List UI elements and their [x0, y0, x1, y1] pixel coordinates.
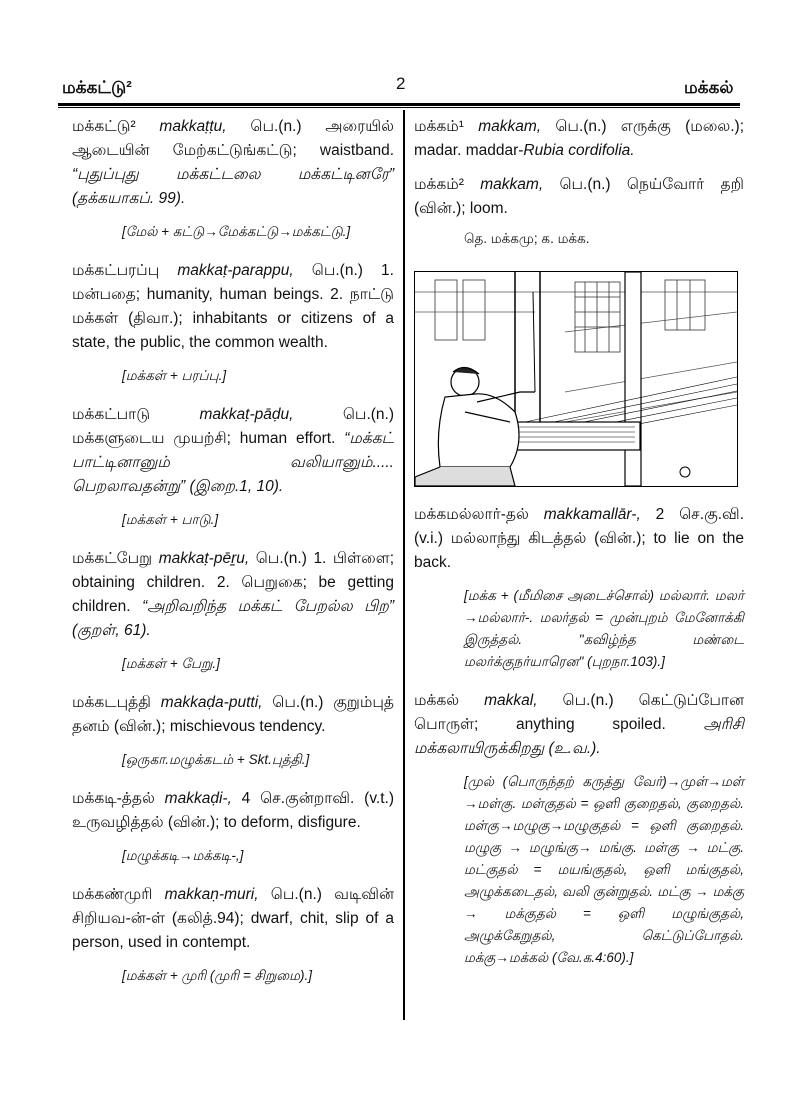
definition: வடிவின் சிறியவ-ன்-ள் (கலித்.94); dwarf, chit, slip of a person, used in contempt. — [72, 886, 394, 951]
citation: அரிசி மக்கலாயிருக்கிறது (உ.வ.). — [414, 716, 744, 757]
transliteration: makkaṭ-parappu, — [177, 262, 294, 279]
entry-makkattu — [72, 115, 394, 211]
entry-makkadaputti — [72, 691, 394, 739]
transliteration: makkam, — [478, 118, 542, 135]
grammar: பெ.(n.) — [555, 118, 607, 135]
transliteration: makkaṭṭu, — [159, 118, 227, 135]
grammar: பெ.(n.) — [270, 886, 322, 903]
headword: மக்கட்பரப்பு — [72, 262, 160, 279]
entry-makkatperu — [72, 547, 394, 643]
entry-makkam-1 — [414, 115, 744, 163]
transliteration: makkam, — [480, 176, 544, 193]
headword: மக்கம்¹ — [414, 118, 464, 135]
headword: மக்கட்டு² — [72, 118, 136, 135]
transliteration: makkaḍa-putti, — [160, 694, 263, 711]
grammar: பெ.(n.) — [562, 692, 614, 709]
running-head-right: மக்கல் — [684, 78, 734, 97]
entry-makkatparappu — [72, 259, 394, 355]
grammar: பெ.(n.) — [250, 118, 302, 135]
grammar: பெ.(n.) — [342, 406, 394, 423]
etymology: [மக்கள் + முரி (முரி = சிறுமை).] — [122, 968, 312, 983]
header-rule-thin — [58, 107, 740, 108]
entry-makkanmuri — [72, 883, 394, 955]
definition: எருக்கு (மலை.); madar. maddar- — [414, 118, 745, 159]
citation: “அறிவறிந்த மக்கட் பேறல்ல பிற” (குறள், 61). — [72, 598, 394, 639]
loom-drawing — [415, 272, 737, 486]
definition: மல்லாந்து கிடத்தல் (வின்.); to lie on the back. — [414, 530, 744, 571]
definition: உருவழித்தல் (வின்.); to deform, disfigure. — [72, 814, 361, 831]
grammar: பெ.(n.) — [255, 550, 307, 567]
definition: நெய்வோர் தறி (வின்.); loom. — [414, 176, 744, 217]
transliteration: makkamallār-, — [543, 506, 641, 523]
entry-makkatpadu — [72, 403, 394, 499]
grammar: பெ.(n.) — [559, 176, 611, 193]
headword: மக்கட்பேறு — [72, 550, 153, 567]
entry-makkadi — [72, 787, 394, 835]
transliteration: makkaḍi-, — [164, 790, 232, 807]
headword: மக்கட்பாடு — [72, 406, 151, 423]
transliteration: makkal, — [484, 692, 538, 709]
headword: மக்கண்முரி — [72, 886, 153, 903]
etymology: [மக்கள் + பேறு.] — [122, 656, 220, 671]
definition: குறும்புத் தனம் (வின்.); mischievous tendency. — [72, 694, 394, 735]
grammar: 4 செ.குன்றாவி. (v.t.) — [241, 790, 394, 807]
etymology: [மக்கள் + பாடு.] — [122, 512, 219, 527]
headword: மக்கடி-த்தல் — [72, 790, 155, 807]
loom-illustration — [414, 271, 738, 487]
transliteration: makkaṭ-pāḍu, — [199, 406, 294, 423]
scientific-name: Rubia cordifolia. — [523, 142, 635, 159]
definition: 1. மன்பதை; humanity, human beings. 2. நாட்டு மக்கள் (திவா.); inhabitants or citizens of a state, the public, the common wealth. — [72, 262, 394, 351]
etymology: [மேல் + கட்டு→மேக்கட்டு→மக்கட்டு.] — [122, 224, 351, 239]
headword: மக்கமல்லார்-தல் — [414, 506, 529, 523]
definition: கெட்டுப்போன பொருள்; anything spoiled. — [414, 692, 744, 733]
transliteration: makkaṭ-pēṟu, — [158, 550, 250, 567]
grammar: பெ.(n.) — [272, 694, 324, 711]
etymology: [மழுக்கடி→மக்கடி-,] — [122, 848, 244, 863]
running-head-left: மக்கட்டு² — [62, 78, 132, 97]
entry-makkamallar — [414, 503, 744, 575]
header-rule — [58, 103, 740, 106]
headword: மக்கடபுத்தி — [72, 694, 151, 711]
cognates: தெ. மக்கமு; க. மக்க. — [464, 231, 590, 246]
page-number: 2 — [396, 74, 406, 93]
grammar: பெ.(n.) — [311, 262, 363, 279]
transliteration: makkaṇ-muri, — [164, 886, 259, 903]
etymology: [மக்கள் + பரப்பு.] — [122, 368, 227, 383]
grammar: 2 செ.கு.வி. (v.i.) — [414, 506, 744, 547]
right-column — [414, 115, 744, 985]
etymology: [முல் (பொருந்தற் கருத்து வேர்)→முள்→மள் →மள்கு. மள்குதல் = ஒளி குறைதல், குறைதல். மள்கு→மழுகு→மழுகுதல் = ஒளி குறைதல். மழுகு → மழுங்கு→ மங்கு. மள்கு → மட்கு. மட்குதல் = மயங்குதல், ஒளி மங்குதல், அழுக்கடைதல், வலி குன்றுதல். மட்கு → மக்கு → மக்குதல் = ஒளி மழுங்குதல், அழுக்கேறுதல், கெட்டுப்போதல். மக்கு→மக்கல் (வே.க.4:60).] — [464, 774, 744, 965]
column-divider — [403, 110, 405, 1020]
definition: 1. பிள்ளை; obtaining children. 2. பெறுகை; be getting children. — [72, 550, 395, 615]
definition: அரையில் ஆடையின் மேற்கட்டுங்கட்டு; waistband. — [72, 118, 394, 159]
headword: மக்கம்² — [414, 176, 464, 193]
entry-makkal — [414, 689, 744, 761]
etymology: [ஒருகா.மழுக்கடம் + Skt.புத்தி.] — [122, 752, 310, 767]
etymology: [மக்க + (மீமிசை அடைச்சொல்) மல்லார். மலர் →மல்லார்-. மலர்தல் = முன்புறம் மேனோக்கி இருத்தல். "கவிழ்ந்த மண்டை மலர்க்குநர்யாரென" (புறநா.103).] — [464, 588, 744, 669]
left-column — [72, 115, 394, 1003]
citation: “புதுப்புது மக்கட்டலை மக்கட்டினரே” (தக்கயாகப். 99). — [72, 166, 394, 207]
citation: “மக்கட் பாட்டினானும் வலியானும்..... பெறலாவதன்று” (இறை.1, 10). — [72, 430, 394, 495]
definition: மக்களுடைய முயற்சி; human effort. — [72, 430, 336, 447]
headword: மக்கல் — [414, 692, 460, 709]
entry-makkam-2 — [414, 173, 744, 221]
